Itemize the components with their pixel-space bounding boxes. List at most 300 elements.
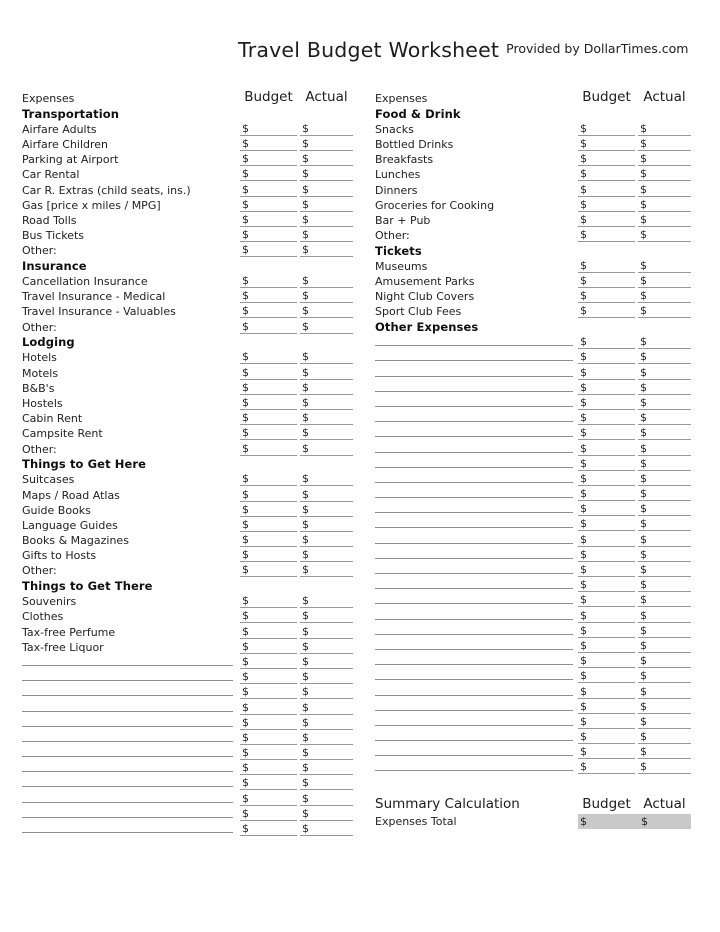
budget-field[interactable] bbox=[578, 180, 635, 196]
expense-label: Hotels bbox=[22, 351, 57, 365]
dollar-sign: $ bbox=[302, 365, 309, 379]
budget-field[interactable] bbox=[240, 135, 297, 151]
section-title: Lodging bbox=[22, 336, 75, 350]
custom-expense-field[interactable] bbox=[375, 345, 573, 346]
budget-field[interactable] bbox=[240, 516, 297, 532]
actual-field[interactable] bbox=[300, 744, 353, 760]
dollar-sign: $ bbox=[242, 624, 249, 638]
actual-field[interactable] bbox=[638, 713, 691, 729]
actual-field[interactable] bbox=[638, 135, 691, 151]
budget-field[interactable] bbox=[240, 120, 297, 136]
actual-field[interactable] bbox=[638, 150, 691, 166]
actual-field[interactable] bbox=[300, 729, 353, 745]
actual-field[interactable] bbox=[300, 546, 353, 562]
actual-field[interactable] bbox=[638, 576, 691, 592]
expenses-total-fields[interactable] bbox=[578, 814, 691, 829]
dollar-sign: $ bbox=[242, 319, 249, 333]
budget-field[interactable] bbox=[578, 165, 635, 181]
actual-field[interactable] bbox=[300, 820, 353, 836]
dollar-sign: $ bbox=[580, 456, 587, 470]
actual-field[interactable] bbox=[638, 302, 691, 318]
dollar-sign: $ bbox=[640, 745, 647, 759]
budget-field[interactable] bbox=[578, 257, 635, 273]
dollar-sign: $ bbox=[302, 289, 309, 303]
blank-expense-row bbox=[375, 486, 691, 501]
custom-expense-field[interactable] bbox=[375, 740, 573, 741]
expense-label: Cabin Rent bbox=[22, 412, 83, 426]
section-title: Food & Drink bbox=[375, 107, 461, 121]
dollar-sign: $ bbox=[580, 152, 587, 166]
budget-field[interactable] bbox=[240, 470, 297, 486]
budget-field[interactable] bbox=[578, 120, 635, 136]
actual-field[interactable] bbox=[300, 379, 353, 395]
budget-field[interactable] bbox=[240, 150, 297, 166]
budget-field[interactable] bbox=[578, 150, 635, 166]
custom-expense-field[interactable] bbox=[375, 482, 573, 483]
budget-field[interactable] bbox=[240, 317, 297, 333]
dollar-sign: $ bbox=[640, 684, 647, 698]
dollar-sign: $ bbox=[302, 776, 309, 790]
budget-field[interactable] bbox=[578, 758, 635, 774]
actual-field[interactable] bbox=[638, 348, 691, 364]
expense-row bbox=[22, 181, 353, 196]
budget-field[interactable] bbox=[578, 667, 635, 683]
dollar-sign: $ bbox=[302, 380, 309, 394]
actual-field[interactable] bbox=[300, 485, 353, 501]
dollar-sign: $ bbox=[302, 152, 309, 166]
actual-field[interactable] bbox=[300, 501, 353, 517]
expenses-header: Expenses bbox=[375, 92, 428, 105]
dollar-sign: $ bbox=[242, 121, 249, 135]
actual-field[interactable] bbox=[638, 561, 691, 577]
custom-expense-field[interactable] bbox=[375, 543, 573, 544]
budget-field[interactable] bbox=[240, 226, 297, 242]
custom-expense-field[interactable] bbox=[22, 665, 233, 666]
budget-field[interactable] bbox=[578, 287, 635, 303]
actual-field[interactable] bbox=[300, 531, 353, 547]
budget-field[interactable] bbox=[240, 196, 297, 212]
custom-expense-field[interactable] bbox=[22, 771, 233, 772]
actual-field[interactable] bbox=[300, 394, 353, 410]
budget-field[interactable] bbox=[240, 592, 297, 608]
expense-label: Hostels bbox=[22, 396, 63, 410]
custom-expense-field[interactable] bbox=[375, 391, 573, 392]
actual-field[interactable] bbox=[638, 394, 691, 410]
actual-field[interactable] bbox=[300, 363, 353, 379]
custom-expense-field[interactable] bbox=[375, 452, 573, 453]
dollar-sign: $ bbox=[302, 533, 309, 547]
expense-row bbox=[375, 151, 691, 166]
expense-label: Airfare Children bbox=[22, 137, 109, 151]
budget-field[interactable] bbox=[240, 774, 297, 790]
budget-field[interactable] bbox=[240, 653, 297, 669]
expense-row bbox=[22, 136, 353, 151]
budget-field[interactable] bbox=[240, 744, 297, 760]
blank-label-area bbox=[22, 793, 240, 806]
dollar-sign: $ bbox=[302, 212, 309, 226]
budget-field[interactable] bbox=[578, 500, 635, 516]
budget-field[interactable] bbox=[240, 729, 297, 745]
actual-field[interactable] bbox=[638, 515, 691, 531]
budget-field[interactable] bbox=[240, 607, 297, 623]
actual-field[interactable] bbox=[300, 135, 353, 151]
actual-field[interactable] bbox=[638, 591, 691, 607]
budget-field[interactable] bbox=[240, 211, 297, 227]
budget-field[interactable] bbox=[578, 470, 635, 486]
actual-field[interactable] bbox=[300, 211, 353, 227]
budget-field[interactable] bbox=[240, 302, 297, 318]
budget-field[interactable] bbox=[240, 272, 297, 288]
expense-label: Snacks bbox=[375, 122, 414, 136]
blank-label-area bbox=[22, 717, 240, 730]
budget-field[interactable] bbox=[578, 135, 635, 151]
actual-field[interactable] bbox=[300, 196, 353, 212]
expense-row bbox=[22, 502, 353, 517]
blank-expense-row bbox=[375, 349, 691, 364]
dollar-sign: $ bbox=[640, 441, 647, 455]
custom-expense-field[interactable] bbox=[375, 679, 573, 680]
budget-field[interactable] bbox=[578, 348, 635, 364]
dollar-sign: $ bbox=[302, 730, 309, 744]
budget-field[interactable] bbox=[578, 363, 635, 379]
expense-row bbox=[22, 242, 353, 257]
budget-field[interactable] bbox=[240, 409, 297, 425]
actual-field[interactable] bbox=[638, 287, 691, 303]
custom-expense-field[interactable] bbox=[22, 756, 233, 757]
custom-expense-field[interactable] bbox=[22, 786, 233, 787]
actual-field[interactable] bbox=[638, 196, 691, 212]
budget-field[interactable] bbox=[578, 211, 635, 227]
dollar-sign: $ bbox=[640, 136, 647, 150]
custom-expense-field[interactable] bbox=[375, 527, 573, 528]
budget-field[interactable] bbox=[578, 591, 635, 607]
budget-field[interactable] bbox=[240, 638, 297, 654]
actual-field[interactable] bbox=[300, 622, 353, 638]
budget-field[interactable] bbox=[240, 485, 297, 501]
budget-field[interactable] bbox=[240, 439, 297, 455]
expense-label: Gifts to Hosts bbox=[22, 549, 97, 563]
budget-field[interactable] bbox=[578, 455, 635, 471]
actual-field[interactable] bbox=[300, 150, 353, 166]
dollar-sign: $ bbox=[302, 624, 309, 638]
blank-label-area bbox=[375, 382, 578, 395]
blank-expense-row bbox=[22, 775, 353, 790]
actual-field[interactable] bbox=[638, 530, 691, 546]
custom-expense-field[interactable] bbox=[375, 664, 573, 665]
custom-expense-field[interactable] bbox=[375, 360, 573, 361]
custom-expense-field[interactable] bbox=[22, 695, 233, 696]
budget-field[interactable] bbox=[240, 501, 297, 517]
actual-field[interactable] bbox=[638, 546, 691, 562]
budget-field[interactable] bbox=[578, 333, 635, 349]
dollar-sign: $ bbox=[302, 670, 309, 684]
actual-field[interactable] bbox=[638, 455, 691, 471]
custom-expense-field[interactable] bbox=[22, 832, 233, 833]
dollar-sign: $ bbox=[242, 502, 249, 516]
budget-field[interactable] bbox=[240, 622, 297, 638]
actual-field[interactable] bbox=[300, 789, 353, 805]
expense-label: Souvenirs bbox=[22, 595, 77, 609]
budget-field[interactable] bbox=[240, 698, 297, 714]
actual-field[interactable] bbox=[300, 439, 353, 455]
summary-header bbox=[375, 795, 691, 812]
expense-label: Guide Books bbox=[22, 503, 91, 517]
budget-field[interactable] bbox=[240, 180, 297, 196]
budget-field[interactable] bbox=[240, 820, 297, 836]
actual-field[interactable] bbox=[638, 500, 691, 516]
budget-field[interactable] bbox=[578, 637, 635, 653]
dollar-sign: $ bbox=[302, 441, 309, 455]
dollar-sign: $ bbox=[640, 365, 647, 379]
actual-field[interactable] bbox=[300, 638, 353, 654]
actual-field[interactable] bbox=[300, 241, 353, 257]
custom-expense-field[interactable] bbox=[375, 770, 573, 771]
blank-expense-row bbox=[375, 683, 691, 698]
actual-field[interactable] bbox=[300, 805, 353, 821]
expense-row bbox=[22, 608, 353, 623]
custom-expense-field[interactable] bbox=[22, 711, 233, 712]
actual-field[interactable] bbox=[300, 759, 353, 775]
budget-field[interactable] bbox=[578, 728, 635, 744]
actual-field[interactable] bbox=[638, 606, 691, 622]
custom-expense-field[interactable] bbox=[375, 558, 573, 559]
budget-field[interactable] bbox=[240, 683, 297, 699]
dollar-sign: $ bbox=[640, 730, 647, 744]
budget-field[interactable] bbox=[578, 713, 635, 729]
actual-field[interactable] bbox=[300, 165, 353, 181]
blank-label-area bbox=[375, 625, 578, 638]
actual-field[interactable] bbox=[638, 485, 691, 501]
actual-field[interactable] bbox=[638, 622, 691, 638]
actual-field[interactable] bbox=[638, 120, 691, 136]
budget-field[interactable] bbox=[240, 531, 297, 547]
actual-field[interactable] bbox=[300, 317, 353, 333]
section-header bbox=[22, 456, 353, 472]
dollar-sign: $ bbox=[580, 684, 587, 698]
actual-field[interactable] bbox=[300, 409, 353, 425]
actual-field[interactable] bbox=[300, 302, 353, 318]
budget-field[interactable] bbox=[578, 576, 635, 592]
custom-expense-field[interactable] bbox=[375, 725, 573, 726]
budget-field[interactable] bbox=[240, 668, 297, 684]
actual-field[interactable] bbox=[300, 424, 353, 440]
actual-field[interactable] bbox=[638, 439, 691, 455]
actual-field[interactable] bbox=[300, 607, 353, 623]
dollar-sign: $ bbox=[640, 760, 647, 774]
custom-expense-field[interactable] bbox=[375, 588, 573, 589]
actual-field[interactable] bbox=[300, 272, 353, 288]
actual-field[interactable] bbox=[638, 667, 691, 683]
budget-field[interactable] bbox=[578, 561, 635, 577]
actual-field[interactable] bbox=[300, 653, 353, 669]
custom-expense-field[interactable] bbox=[375, 619, 573, 620]
budget-field[interactable] bbox=[578, 379, 635, 395]
blank-label-area bbox=[375, 351, 578, 364]
budget-field[interactable] bbox=[578, 622, 635, 638]
actual-field[interactable] bbox=[638, 637, 691, 653]
budget-field[interactable] bbox=[240, 561, 297, 577]
budget-field[interactable] bbox=[578, 424, 635, 440]
expense-label: Road Tolls bbox=[22, 213, 77, 227]
actual-field[interactable] bbox=[638, 211, 691, 227]
dollar-sign: $ bbox=[302, 426, 309, 440]
actual-field[interactable] bbox=[638, 180, 691, 196]
expense-label: Tax-free Liquor bbox=[22, 640, 104, 654]
budget-field[interactable] bbox=[240, 546, 297, 562]
dollar-sign: $ bbox=[302, 715, 309, 729]
blank-label-area bbox=[375, 594, 578, 607]
budget-field[interactable] bbox=[240, 424, 297, 440]
custom-expense-field[interactable] bbox=[22, 802, 233, 803]
blank-expense-row bbox=[22, 760, 353, 775]
actual-field[interactable] bbox=[300, 683, 353, 699]
custom-expense-field[interactable] bbox=[375, 710, 573, 711]
custom-expense-field[interactable] bbox=[22, 726, 233, 727]
actual-field[interactable] bbox=[638, 379, 691, 395]
custom-expense-field[interactable] bbox=[375, 436, 573, 437]
actual-field[interactable] bbox=[638, 682, 691, 698]
budget-field[interactable] bbox=[578, 546, 635, 562]
dollar-sign: $ bbox=[640, 395, 647, 409]
actual-field[interactable] bbox=[300, 470, 353, 486]
actual-field[interactable] bbox=[300, 516, 353, 532]
budget-field[interactable] bbox=[578, 485, 635, 501]
actual-field[interactable] bbox=[638, 424, 691, 440]
budget-field[interactable] bbox=[578, 682, 635, 698]
actual-field[interactable] bbox=[300, 226, 353, 242]
actual-field[interactable] bbox=[638, 257, 691, 273]
budget-field[interactable] bbox=[240, 789, 297, 805]
budget-field[interactable] bbox=[240, 805, 297, 821]
budget-field[interactable] bbox=[240, 714, 297, 730]
budget-field[interactable] bbox=[240, 348, 297, 364]
actual-field[interactable] bbox=[638, 226, 691, 242]
actual-field[interactable] bbox=[638, 363, 691, 379]
dollar-sign: $ bbox=[640, 182, 647, 196]
blank-expense-row bbox=[375, 668, 691, 683]
dollar-sign: $ bbox=[580, 441, 587, 455]
budget-field[interactable] bbox=[578, 272, 635, 288]
actual-field[interactable] bbox=[638, 272, 691, 288]
summary-actual-header: Actual bbox=[643, 796, 686, 813]
dollar-sign: $ bbox=[640, 289, 647, 303]
actual-field[interactable] bbox=[300, 714, 353, 730]
budget-field[interactable] bbox=[578, 196, 635, 212]
budget-field[interactable] bbox=[578, 606, 635, 622]
blank-label-area bbox=[375, 367, 578, 380]
budget-field[interactable] bbox=[578, 652, 635, 668]
actual-field[interactable] bbox=[638, 652, 691, 668]
custom-expense-field[interactable] bbox=[375, 467, 573, 468]
budget-field[interactable] bbox=[578, 515, 635, 531]
budget-field[interactable] bbox=[240, 759, 297, 775]
custom-expense-field[interactable] bbox=[375, 512, 573, 513]
actual-field[interactable] bbox=[638, 728, 691, 744]
dollar-sign: $ bbox=[242, 289, 249, 303]
actual-field[interactable] bbox=[300, 698, 353, 714]
dollar-sign: $ bbox=[302, 685, 309, 699]
dollar-sign: $ bbox=[242, 197, 249, 211]
dollar-sign: $ bbox=[640, 350, 647, 364]
custom-expense-field[interactable] bbox=[375, 755, 573, 756]
budget-field[interactable] bbox=[240, 379, 297, 395]
actual-field[interactable] bbox=[300, 561, 353, 577]
actual-field[interactable] bbox=[638, 470, 691, 486]
budget-field[interactable] bbox=[240, 241, 297, 257]
budget-field[interactable] bbox=[578, 743, 635, 759]
custom-expense-field[interactable] bbox=[375, 376, 573, 377]
budget-field[interactable] bbox=[578, 409, 635, 425]
dollar-sign: $ bbox=[302, 639, 309, 653]
section-title: Tickets bbox=[375, 244, 422, 258]
custom-expense-field[interactable] bbox=[22, 680, 233, 681]
custom-expense-field[interactable] bbox=[22, 817, 233, 818]
budget-field[interactable] bbox=[578, 302, 635, 318]
custom-expense-field[interactable] bbox=[22, 741, 233, 742]
dollar-sign: $ bbox=[640, 152, 647, 166]
actual-field[interactable] bbox=[300, 774, 353, 790]
custom-expense-field[interactable] bbox=[375, 497, 573, 498]
blank-expense-row bbox=[375, 410, 691, 425]
custom-expense-field[interactable] bbox=[375, 649, 573, 650]
dollar-sign: $ bbox=[302, 182, 309, 196]
expense-label: Amusement Parks bbox=[375, 275, 475, 289]
budget-field[interactable] bbox=[578, 226, 635, 242]
custom-expense-field[interactable] bbox=[375, 695, 573, 696]
actual-field[interactable] bbox=[300, 348, 353, 364]
budget-field[interactable] bbox=[578, 530, 635, 546]
actual-field[interactable] bbox=[300, 120, 353, 136]
actual-field[interactable] bbox=[300, 592, 353, 608]
actual-field[interactable] bbox=[638, 409, 691, 425]
expense-row bbox=[22, 471, 353, 486]
dollar-sign: $ bbox=[640, 517, 647, 531]
expense-label: Gas [price x miles / MPG] bbox=[22, 198, 161, 212]
actual-field[interactable] bbox=[300, 287, 353, 303]
actual-field[interactable] bbox=[638, 698, 691, 714]
budget-field[interactable] bbox=[240, 287, 297, 303]
budget-field[interactable] bbox=[240, 394, 297, 410]
actual-field[interactable] bbox=[638, 758, 691, 774]
budget-field[interactable] bbox=[578, 698, 635, 714]
actual-field[interactable] bbox=[638, 333, 691, 349]
dollar-sign: $ bbox=[640, 714, 647, 728]
expense-row bbox=[375, 273, 691, 288]
custom-expense-field[interactable] bbox=[375, 573, 573, 574]
custom-expense-field[interactable] bbox=[375, 603, 573, 604]
dollar-sign: $ bbox=[242, 533, 249, 547]
budget-field[interactable] bbox=[240, 363, 297, 379]
custom-expense-field[interactable] bbox=[375, 421, 573, 422]
actual-field[interactable] bbox=[638, 165, 691, 181]
blank-expense-row bbox=[375, 395, 691, 410]
budget-field[interactable] bbox=[578, 394, 635, 410]
custom-expense-field[interactable] bbox=[375, 634, 573, 635]
actual-field[interactable] bbox=[638, 743, 691, 759]
dollar-sign: $ bbox=[640, 699, 647, 713]
budget-field[interactable] bbox=[578, 439, 635, 455]
custom-expense-field[interactable] bbox=[375, 406, 573, 407]
blank-expense-row bbox=[22, 806, 353, 821]
blank-label-area bbox=[22, 686, 240, 699]
dollar-sign: $ bbox=[640, 197, 647, 211]
dollar-sign: $ bbox=[580, 197, 587, 211]
expense-label: Airfare Adults bbox=[22, 122, 97, 136]
budget-field[interactable] bbox=[240, 165, 297, 181]
actual-field[interactable] bbox=[300, 668, 353, 684]
actual-field[interactable] bbox=[300, 180, 353, 196]
dollar-sign: $ bbox=[242, 746, 249, 760]
